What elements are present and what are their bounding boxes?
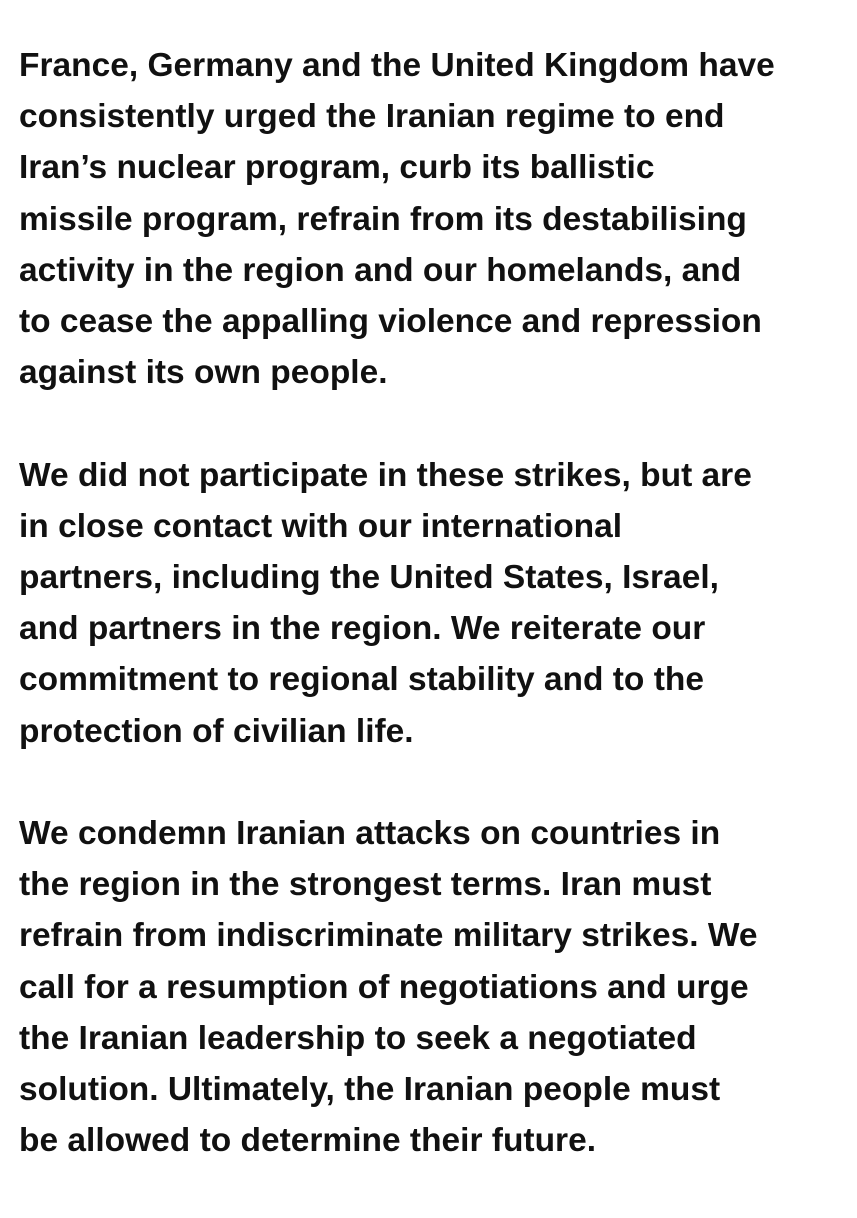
text-line: in close contact with our international <box>19 507 623 545</box>
text-line: consistently urged the Iranian regime to end <box>19 98 725 136</box>
text-line: call for a resumption of negotiations and urge <box>19 968 749 1006</box>
text-line: Iran’s nuclear program, curb its ballistic <box>19 149 655 187</box>
text-line: solution. Ultimately, the Iranian people must <box>19 1071 721 1109</box>
text-line: partners, including the United States, Israel, <box>19 559 719 597</box>
paragraph-1 <box>19 40 854 398</box>
text-line: against its own people. <box>19 354 388 392</box>
text-line: refrain from indiscriminate military strikes. We <box>19 917 758 955</box>
text-line: and partners in the region. We reiterate our <box>19 610 706 648</box>
text-line: be allowed to determine their future. <box>19 1122 597 1160</box>
text-line: commitment to regional stability and to the <box>19 661 704 699</box>
text-line: missile program, refrain from its destabilising <box>19 200 747 238</box>
text-line: the Iranian leadership to seek a negotiated <box>19 1019 697 1057</box>
text-line: protection of civilian life. <box>19 712 414 750</box>
text-line: to cease the appalling violence and repression <box>19 303 762 341</box>
text-line: activity in the region and our homelands, and <box>19 251 742 289</box>
paragraph-2 <box>19 450 854 757</box>
text-line: the region in the strongest terms. Iran must <box>19 866 712 904</box>
text-line: We did not participate in these strikes, but are <box>19 456 752 494</box>
paragraph-3 <box>19 808 854 1166</box>
statement-text <box>19 40 854 1218</box>
text-line: We condemn Iranian attacks on countries in <box>19 815 721 853</box>
text-line: France, Germany and the United Kingdom have <box>19 47 775 84</box>
